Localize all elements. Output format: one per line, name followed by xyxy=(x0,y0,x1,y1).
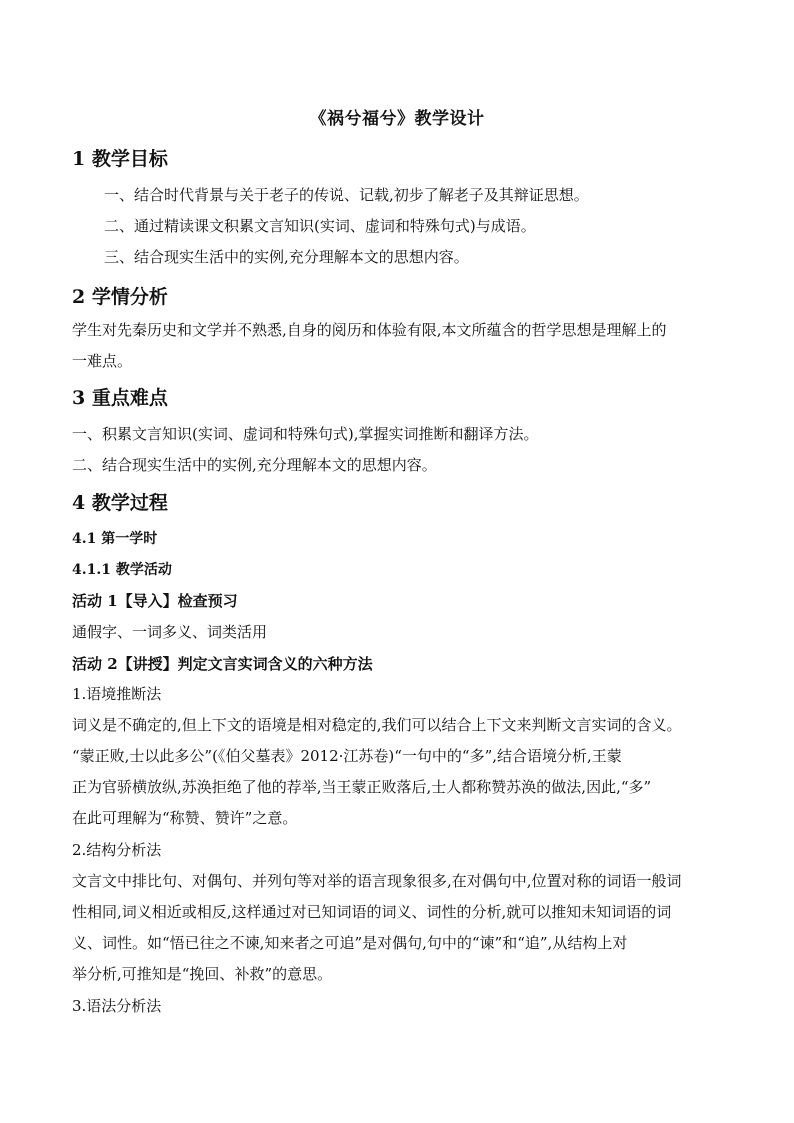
section-heading-key-points: 3 重点难点 xyxy=(72,387,168,409)
activity-1-text: 通假字、一词多义、词类活用 xyxy=(72,623,268,641)
activity-1-heading: 活动 1【导入】检查预习 xyxy=(72,592,238,610)
method-1-title: 1.语境推断法 xyxy=(72,685,162,703)
section-heading-objectives: 1 教学目标 xyxy=(72,148,168,170)
method-2-title: 2.结构分析法 xyxy=(72,841,162,859)
key-point-item-2: 二、结合现实生活中的实例,充分理解本文的思想内容。 xyxy=(72,456,437,474)
paragraph-line: 正为官骄横放纵,苏涣拒绝了他的荐举,当王蒙正败落后,士人都称赞苏涣的做法,因此,“多” xyxy=(72,778,652,796)
method-2-paragraph xyxy=(72,866,732,990)
subsection-heading-first-period: 4.1 第一学时 xyxy=(72,531,158,547)
section-heading-learner-analysis: 2 学情分析 xyxy=(72,286,168,308)
learner-analysis-paragraph xyxy=(72,315,732,377)
method-3-title: 3.语法分析法 xyxy=(72,997,162,1015)
paragraph-line: 举分析,可推知是“挽回、补救”的意思。 xyxy=(72,965,333,983)
paragraph-line: 词义是不确定的,但上下文的语境是相对稳定的,我们可以结合上下文来判断文言实词的含义。 xyxy=(72,716,682,734)
objective-item-1: 一、结合时代背景与关于老子的传说、记载,初步了解老子及其辩证思想。 xyxy=(104,186,589,204)
paragraph-line: 一难点。 xyxy=(72,352,133,370)
subsection-heading-activities: 4.1.1 教学活动 xyxy=(72,562,172,578)
section-heading-teaching-process: 4 教学过程 xyxy=(72,492,168,514)
method-1-paragraph xyxy=(72,710,732,834)
paragraph-line: 学生对先秦历史和文学并不熟悉,自身的阅历和体验有限,本文所蕴含的哲学思想是理解上的 xyxy=(72,321,667,339)
paragraph-line: 在此可理解为“称赞、赞许”之意。 xyxy=(72,809,298,827)
key-point-item-1: 一、积累文言知识(实词、虚词和特殊句式),掌握实词推断和翻译方法。 xyxy=(72,425,539,443)
paragraph-line: 性相同,词义相近或相反,这样通过对已知词语的词义、词性的分析,就可以推知未知词语的词 xyxy=(72,903,672,921)
objective-item-2: 二、通过精读课文积累文言知识(实词、虚词和特殊句式)与成语。 xyxy=(104,217,536,235)
activity-2-heading: 活动 2【讲授】判定文言实词含义的六种方法 xyxy=(72,655,373,673)
paragraph-line: 文言文中排比句、对偶句、并列句等对举的语言现象很多,在对偶句中,位置对称的词语一般词 xyxy=(72,872,682,890)
paragraph-line: “蒙正败,士以此多公”(《伯父墓表》2012·江苏卷)“一句中的“多”,结合语境分析,王蒙 xyxy=(72,747,622,765)
document-title: 《祸兮福兮》教学设计 xyxy=(309,109,485,129)
objective-item-3: 三、结合现实生活中的实例,充分理解本文的思想内容。 xyxy=(104,248,469,266)
paragraph-line: 义、词性。如“悟已往之不谏,知来者之可追”是对偶句,句中的“谏”和“追”,从结构上对 xyxy=(72,934,628,952)
